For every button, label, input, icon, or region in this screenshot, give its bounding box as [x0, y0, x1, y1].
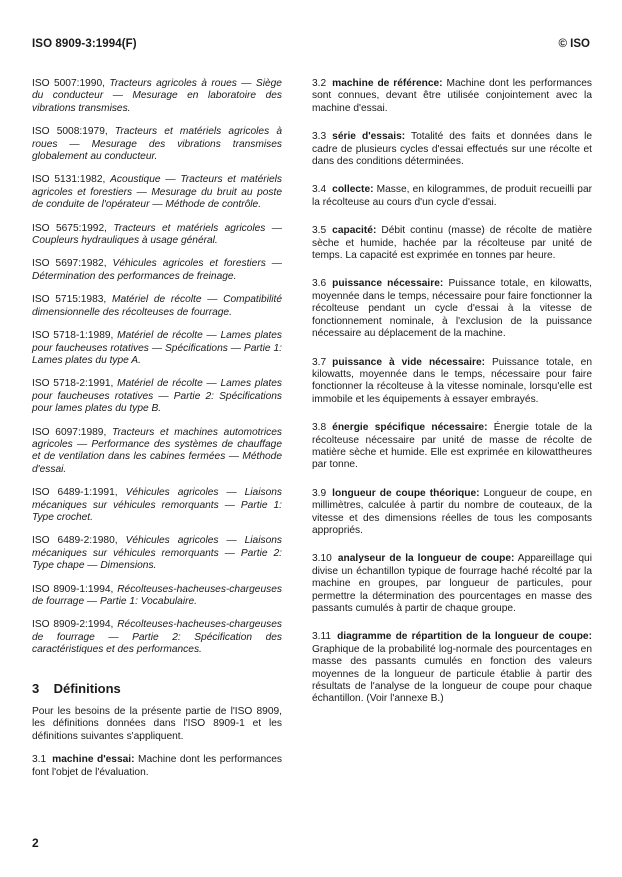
definition-text: Puissance totale, en kilowatts, moyennée dans le temps, nécessaire pour faire fonctionner la récolteuse pendant un cycle d'essai à la vitesse de fonctionnement nominale, à l'exclusion de la puissance nécessaire au déplacement de la machine.	[312, 278, 592, 340]
reference-number: ISO 5697:1982,	[32, 258, 107, 270]
reference-item	[32, 223, 282, 248]
definition-number: 3.3	[312, 131, 327, 143]
reference-title: Récolteuses-hacheuses-chargeuses de fourrage — Partie 1: Vocabulaire.	[32, 583, 282, 607]
reference-item	[32, 535, 282, 572]
reference-title: Tracteurs et matériels agricoles à roues — Mesurage des vibrations transmises globalement au conducteur.	[32, 126, 282, 163]
reference-number: ISO 8909-1:1994,	[32, 583, 114, 595]
section-intro: Pour les besoins de la présente partie de l'ISO 8909, les définitions données dans l'ISO 8909-1 et les définitions suivantes s'appliquent.	[32, 706, 282, 742]
left-column	[32, 78, 282, 795]
section-number: 3	[32, 680, 40, 696]
reference-title: Véhicules agricoles et forestiers — Détermination des performances de freinage.	[32, 258, 282, 282]
definition-text: Appareillage qui divise un échantillon typique de fourrage haché récolté par la machine en groupes, par longueur de particules, pour permettre la détermination des pourcentages en masse des passants cumulés à partir de chaque groupe.	[312, 553, 592, 614]
definition-text: Puissance totale, en kilowatts, moyennée dans le temps, nécessaire pour faire fonctionner la récolteuse à la vitesse nominale, lorsqu'elle est immobile et les équipements à essayer embrayés.	[312, 356, 592, 405]
reference-number: ISO 5008:1979,	[32, 126, 108, 138]
definition-list-left	[32, 754, 282, 779]
definition-number: 3.9	[312, 487, 327, 499]
definition-term: capacité:	[332, 225, 377, 237]
definition-text: Débit continu (masse) de récolte de matière sèche et humide, hachée par la récolteuse par unité de temps. La capacité est exprimée en tonnes par heure.	[312, 225, 592, 262]
definition-list-right	[312, 78, 592, 706]
section-title: Définitions	[53, 680, 121, 696]
definition-term: longueur de coupe théorique:	[332, 487, 480, 499]
definition-text: Machine dont les performances sont connues, devant être utilisée conjointement avec la machine d'essai.	[312, 78, 592, 114]
definition-term: puissance nécessaire:	[332, 278, 444, 290]
definition-item	[32, 754, 282, 779]
reference-title: Tracteurs et matériels agricoles — Coupleurs hydrauliques à usage général.	[32, 222, 282, 247]
definition-text: Masse, en kilogrammes, de produit recueilli par la récolteuse au cours d'un cycle d'essai.	[312, 184, 592, 208]
reference-number: ISO 6489-1:1991,	[32, 487, 118, 499]
reference-item	[32, 126, 282, 163]
reference-item	[32, 378, 282, 415]
definition-number: 3.11	[312, 631, 332, 643]
definition-term: collecte:	[332, 184, 374, 196]
definition-number: 3.1	[32, 754, 47, 766]
reference-item	[32, 427, 282, 477]
reference-number: ISO 6097:1989,	[32, 426, 107, 438]
reference-number: ISO 6489-2:1980,	[32, 535, 118, 547]
reference-item	[32, 78, 282, 115]
reference-item	[32, 487, 282, 524]
reference-title: Matériel de récolte — Lames plates pour faucheuses rotatives — Spécifications — Partie 1: Lames plates du type A.	[32, 330, 282, 366]
definition-number: 3.10	[312, 553, 332, 565]
definition-number: 3.8	[312, 422, 327, 434]
definition-number: 3.6	[312, 278, 327, 290]
definition-term: machine de référence:	[332, 78, 443, 89]
definition-item	[312, 631, 592, 705]
page-number: 2	[32, 836, 39, 850]
copyright-mark: © ISO	[558, 38, 590, 50]
reference-item	[32, 174, 282, 211]
reference-number: ISO 5718-2:1991,	[32, 378, 114, 390]
section-heading	[32, 680, 282, 696]
definition-item	[312, 131, 592, 168]
reference-item	[32, 619, 282, 656]
definition-number: 3.4	[312, 184, 327, 196]
definition-term: diagramme de répartition de la longueur de coupe:	[337, 631, 592, 643]
reference-item	[32, 294, 282, 319]
definition-term: puissance à vide nécessaire:	[332, 356, 486, 368]
definition-text: Totalité des faits et données dans le cadre de plusieurs cycles d'essai effectués sur une récolte et dans des conditions déterminées.	[312, 131, 592, 168]
reference-number: ISO 5715:1983,	[32, 294, 107, 306]
reference-title: Tracteurs agricoles à roues — Siège du conducteur — Mesurage en laboratoire des vibrations transmises.	[32, 78, 282, 114]
reference-number: ISO 5675:1992,	[32, 222, 107, 234]
definition-number: 3.7	[312, 356, 327, 368]
definition-term: énergie spécifique nécessaire:	[332, 422, 488, 434]
reference-list	[32, 78, 282, 657]
reference-title: Tracteurs et machines automotrices agricoles — Performance des systèmes de chauffage et de ventilation dans les cabines fermées — Méthode d'essai.	[32, 426, 282, 475]
reference-title: Matériel de récolte — Lames plates pour faucheuses rotatives — Partie 2: Spécifications pour lames plates du type B.	[32, 378, 282, 415]
definition-item	[312, 184, 592, 209]
definition-number: 3.2	[312, 78, 327, 89]
definition-term: analyseur de la longueur de coupe:	[337, 553, 515, 565]
reference-item	[32, 258, 282, 283]
definition-text: Longueur de coupe, en millimètres, calculée à partir du nombre de couteaux, de la vitesse et des dimensions réelles de tous les composants appropriés.	[312, 487, 592, 536]
definition-item	[312, 422, 592, 472]
definition-term: série d'essais:	[332, 131, 406, 143]
definition-text: Graphique de la probabilité log-normale des pourcentages en masse des passants cumulés en fonction des valeurs moyennes de la longueur de particule établie à partir des résultats de l'analyse de la longueur de coupe pour chaque échantillon. (Voir l'annexe B.)	[312, 643, 592, 705]
reference-title: Véhicules agricoles — Liaisons mécaniques sur véhicules remorquants — Partie 2: Type chape — Dimensions.	[32, 535, 282, 572]
document-code: ISO 8909-3:1994(F)	[32, 38, 137, 50]
definition-item	[312, 488, 592, 538]
definition-item	[312, 278, 592, 340]
reference-number: ISO 5718-1:1989,	[32, 330, 114, 342]
reference-title: Récolteuses-hacheuses-chargeuses de fourrage — Partie 2: Spécification des caractéristiques et des performances.	[32, 619, 282, 656]
definition-number: 3.5	[312, 225, 327, 237]
reference-number: ISO 5007:1990,	[32, 78, 105, 89]
definition-item	[312, 225, 592, 262]
reference-item	[32, 584, 282, 609]
definition-text: Énergie totale de la récolteuse nécessaire par unité de masse de récolte de matière sèche et humide. Elle est exprimée en kilowattheures par tonne.	[312, 422, 592, 471]
definition-item	[312, 78, 592, 115]
reference-title: Véhicules agricoles — Liaisons mécaniques sur véhicules remorquants — Partie 1: Type crochet.	[32, 487, 282, 523]
reference-item	[32, 330, 282, 367]
definition-text: Machine dont les performances font l'objet de l'évaluation.	[32, 754, 282, 778]
definition-term: machine d'essai:	[52, 754, 135, 766]
right-column	[312, 78, 592, 722]
reference-title: Acoustique — Tracteurs et matériels agricoles et forestiers — Mesurage du bruit au poste de conduite de l'opérateur — Méthode de contrôle.	[32, 174, 282, 211]
reference-title: Matériel de récolte — Compatibilité dimensionnelle des récolteuses de fourrage.	[32, 294, 282, 318]
reference-number: ISO 8909-2:1994,	[32, 619, 114, 631]
definition-item	[312, 553, 592, 615]
reference-number: ISO 5131:1982,	[32, 174, 106, 186]
definition-item	[312, 357, 592, 407]
